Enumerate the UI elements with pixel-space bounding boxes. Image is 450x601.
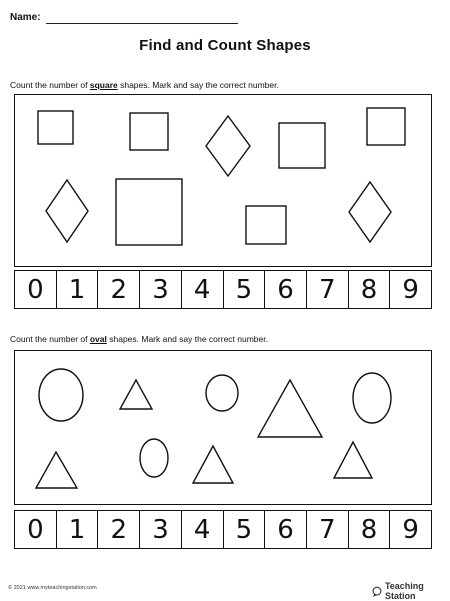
number-choice-7[interactable]: 7 (307, 511, 349, 548)
name-line[interactable] (46, 23, 238, 24)
square-shapes-box (14, 94, 432, 267)
triangle-shape (258, 380, 322, 437)
oval-shapes-figure (15, 351, 433, 506)
worksheet-title: Find and Count Shapes (139, 37, 311, 54)
section2-keyword: oval (89, 334, 107, 344)
number-choice-3[interactable]: 3 (140, 271, 182, 308)
number-choice-9[interactable]: 9 (402, 514, 419, 545)
diamond-shape (46, 180, 88, 242)
section1-number-row (14, 270, 432, 309)
number-choice-2[interactable]: 2 (98, 511, 140, 548)
diamond-shape (206, 116, 250, 176)
number-choice-4[interactable]: 4 (182, 511, 224, 548)
number-choice-8[interactable]: 8 (349, 271, 391, 308)
diamond-shape (349, 182, 391, 242)
triangle-shape (334, 442, 372, 478)
oval-shape (39, 369, 83, 421)
oval-shape (140, 439, 168, 477)
square-shape (246, 206, 286, 244)
number-choice-1[interactable]: 1 (57, 511, 99, 548)
square-shape (116, 179, 182, 245)
square-shape (367, 108, 405, 145)
number-choice-2[interactable]: 2 (98, 271, 140, 308)
number-choice-6[interactable]: 6 (265, 511, 307, 548)
number-choice-7[interactable]: 7 (307, 271, 349, 308)
copyright-text: © 2021 www.myteachingstation.com (8, 585, 97, 591)
section1-keyword: square (89, 80, 118, 90)
number-choice-4[interactable]: 4 (182, 271, 224, 308)
square-shapes-figure (15, 95, 433, 268)
section2-number-row (14, 510, 432, 549)
square-shape (130, 113, 168, 150)
square-shape (38, 111, 73, 144)
speech-bubble-icon (372, 586, 382, 597)
number-choice-9[interactable]: 9 (402, 274, 419, 305)
number-choice-0[interactable]: 0 (15, 511, 57, 548)
triangle-shape (120, 380, 152, 409)
section2-instruction: Count the number of oval shapes. Mark and say the correct number. (10, 334, 268, 344)
number-choice-8[interactable]: 8 (349, 511, 391, 548)
number-choice-1[interactable]: 1 (57, 271, 99, 308)
number-choice-3[interactable]: 3 (140, 511, 182, 548)
brand-logo (372, 581, 450, 601)
oval-shapes-box (14, 350, 432, 505)
number-choice-0[interactable]: 0 (15, 271, 57, 308)
number-choice-5[interactable]: 5 (224, 271, 266, 308)
oval-shape (353, 373, 391, 423)
brand-name: Teaching Station (384, 581, 424, 601)
name-label: Name: (10, 12, 41, 23)
triangle-shape (193, 446, 233, 483)
square-shape (279, 123, 325, 168)
triangle-shape (36, 452, 77, 488)
number-choice-6[interactable]: 6 (265, 271, 307, 308)
oval-shape (206, 375, 238, 411)
section1-instruction: Count the number of square shapes. Mark and say the correct number. (10, 80, 279, 90)
number-choice-5[interactable]: 5 (224, 511, 266, 548)
